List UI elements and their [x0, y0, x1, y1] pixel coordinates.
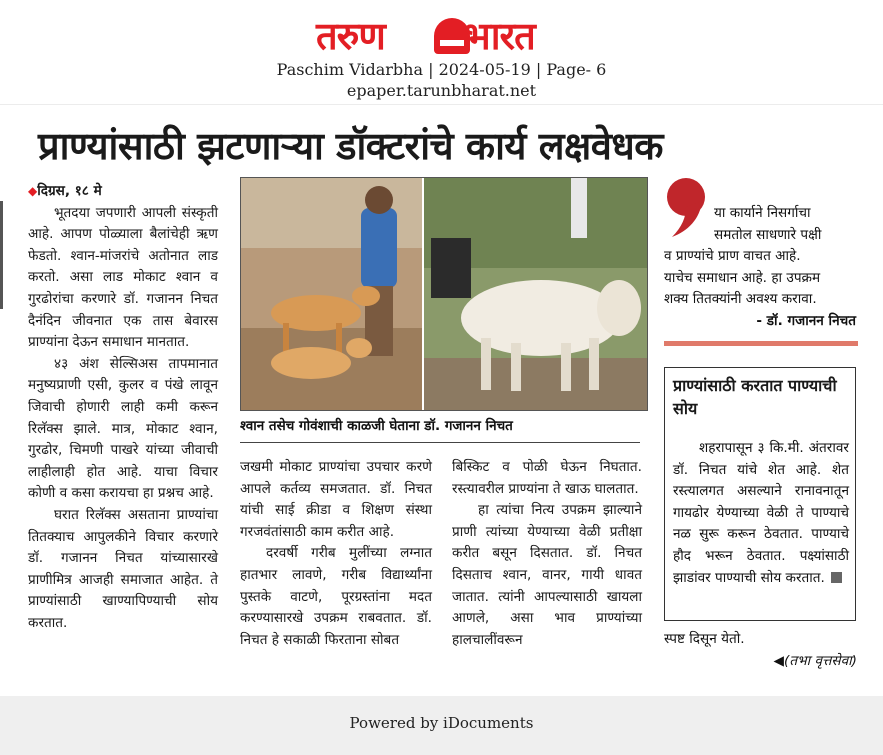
logo-word-1: तरुण	[316, 14, 385, 58]
sidebar-box-body	[673, 438, 849, 589]
quote-line: समतोल साधणारे पक्षी	[714, 226, 822, 243]
quote-rule	[664, 341, 858, 346]
article-tail: स्पष्ट दिसून येतो.	[664, 631, 745, 647]
article-column-3	[452, 457, 642, 651]
credit-text: (तभा वृत्तसेवा)	[784, 653, 857, 669]
caption-rule	[240, 442, 640, 443]
paragraph: भूतदया जपणारी आपली संस्कृती आहे. आपण पोळ्याला बैलांचेही ऋण फेडतो. श्वान-मांजरांचे अतोनात लाड करतो. असा लाड मोकाट श्वान व गुरढोरांचा करणारे डॉ. गजानन निचत दैनंदिन जीवनात एक तास बेवारस प्राण्यांना देऊन समाधान मानतात.	[28, 204, 218, 351]
quote-line: शक्य तितक्यांनी अवश्य करावा.	[664, 291, 817, 308]
quote-text	[664, 203, 856, 311]
diamond-bullet-icon: ◆	[28, 184, 38, 198]
paragraph: दरवर्षी गरीब मुलींच्या लग्नात हातभार लावणे, गरीब विद्यार्थ्यांना पुस्तके वाटणे, पूरग्रस्तांना मदत करण्यासारखे उपक्रम राबवतात. डॉ. निचत हे सकाळी फिरताना सोबत	[240, 545, 432, 648]
quote-line: याचेच समाधान आहे. हा उपक्रम	[664, 269, 821, 286]
news-credit	[774, 651, 857, 673]
powered-by-link[interactable]: Powered by iDocuments	[349, 714, 534, 732]
newspaper-clipping	[0, 104, 883, 697]
masthead	[0, 0, 883, 104]
dateline-text: दिग्रस, १८ मे	[37, 183, 102, 199]
edition-line: Paschim Vidarbha | 2024-05-19 | Page- 6	[276, 60, 607, 79]
sidebar-box-text: शहरापासून ३ कि.मी. अंतरावर डॉ. निचत यांचे शेत आहे. शेत रस्त्यालगत असल्याने रानावनातून गायढोर येण्याच्या वेळी ते पाण्याचे नळ सुरू करून ठेवतात. पाण्याचे हौद भरून ठेवतात. पक्ष्यांसाठी झाडांवर पाण्याची सोय करतात.	[673, 440, 849, 586]
paragraph: बिस्किट व पोळी घेऊन निघतात. रस्त्यावरील प्राण्यांना ते खाऊ घालतात.	[452, 459, 642, 497]
margin-rule	[0, 201, 3, 309]
tarun-bharat-logo	[316, 14, 568, 58]
article-column-2	[240, 457, 432, 651]
quote-line: व प्राण्यांचे प्राण वाचत आहे.	[664, 248, 801, 265]
article-headline: प्राण्यांसाठी झटणाऱ्या डॉक्टरांचे कार्य लक्षवेधक	[38, 124, 663, 168]
logo-word-2: भारत	[464, 14, 535, 58]
sidebar-box	[664, 367, 856, 621]
pointer-icon: ◀	[773, 653, 785, 669]
paragraph: ४३ अंश सेल्सिअस तापमानात मनुष्यप्राणी एसी, कुलर व पंखे लावून जिवाची होणारी लाही कमी करून रिलॅक्स झाले. मात्र, मोकाट श्वान, गुरढोर, चिमणी पाखरे यांच्या जीवाची लाहीलाही होत आहे. याचा विचार कोणी व कसा करायचा हा प्रश्नच आहे.	[28, 355, 218, 502]
sidebar-box-title: प्राण्यांसाठी करतात पाण्याची सोय	[673, 376, 837, 418]
paragraph: जखमी मोकाट प्राण्यांचा उपचार करणे आपले कर्तव्य समजतात. डॉ. निचत यांची साई क्रीडा व शिक्षण संस्था गरजवंतांसाठी काम करीत आहे.	[240, 459, 432, 540]
article-column-1	[28, 181, 218, 634]
paragraph: घरात रिलॅक्स असताना प्राण्यांचा तितक्याच आपुलकीने विचार करणारे डॉ. गजानन निचत यांच्यासारखे प्राणीमित्र आजही समाजात आहेत. ते प्राण्यांसाठी खाण्यापिण्याची सोय करतात.	[28, 506, 218, 631]
pull-quote	[664, 177, 858, 327]
site-url[interactable]: epaper.tarunbharat.net	[346, 81, 537, 100]
paragraph: हा त्यांचा नित्य उपक्रम झाल्याने प्राणी त्यांच्या येण्याच्या वेळी प्रतीक्षा करीत बसून दिसतात. डॉ. निचत दिसताच श्वान, वानर, गायी धावत जातात. त्यांनी आपल्यासाठी खायला आणले, असा भाव प्राण्यांच्या हालचालींवरून	[452, 502, 642, 648]
footer-bar	[0, 696, 883, 755]
photo-caption: श्वान तसेच गोवंशाची काळजी घेताना डॉ. गजानन निचत	[240, 418, 513, 434]
end-mark-icon	[831, 572, 842, 583]
quote-author: - डॉ. गजानन निचत	[756, 313, 856, 329]
article-photo	[240, 177, 648, 411]
dateline	[28, 181, 218, 203]
photo-dog-cow-illustration	[241, 178, 647, 410]
quote-line: या कार्याने निसर्गाचा	[714, 205, 811, 221]
